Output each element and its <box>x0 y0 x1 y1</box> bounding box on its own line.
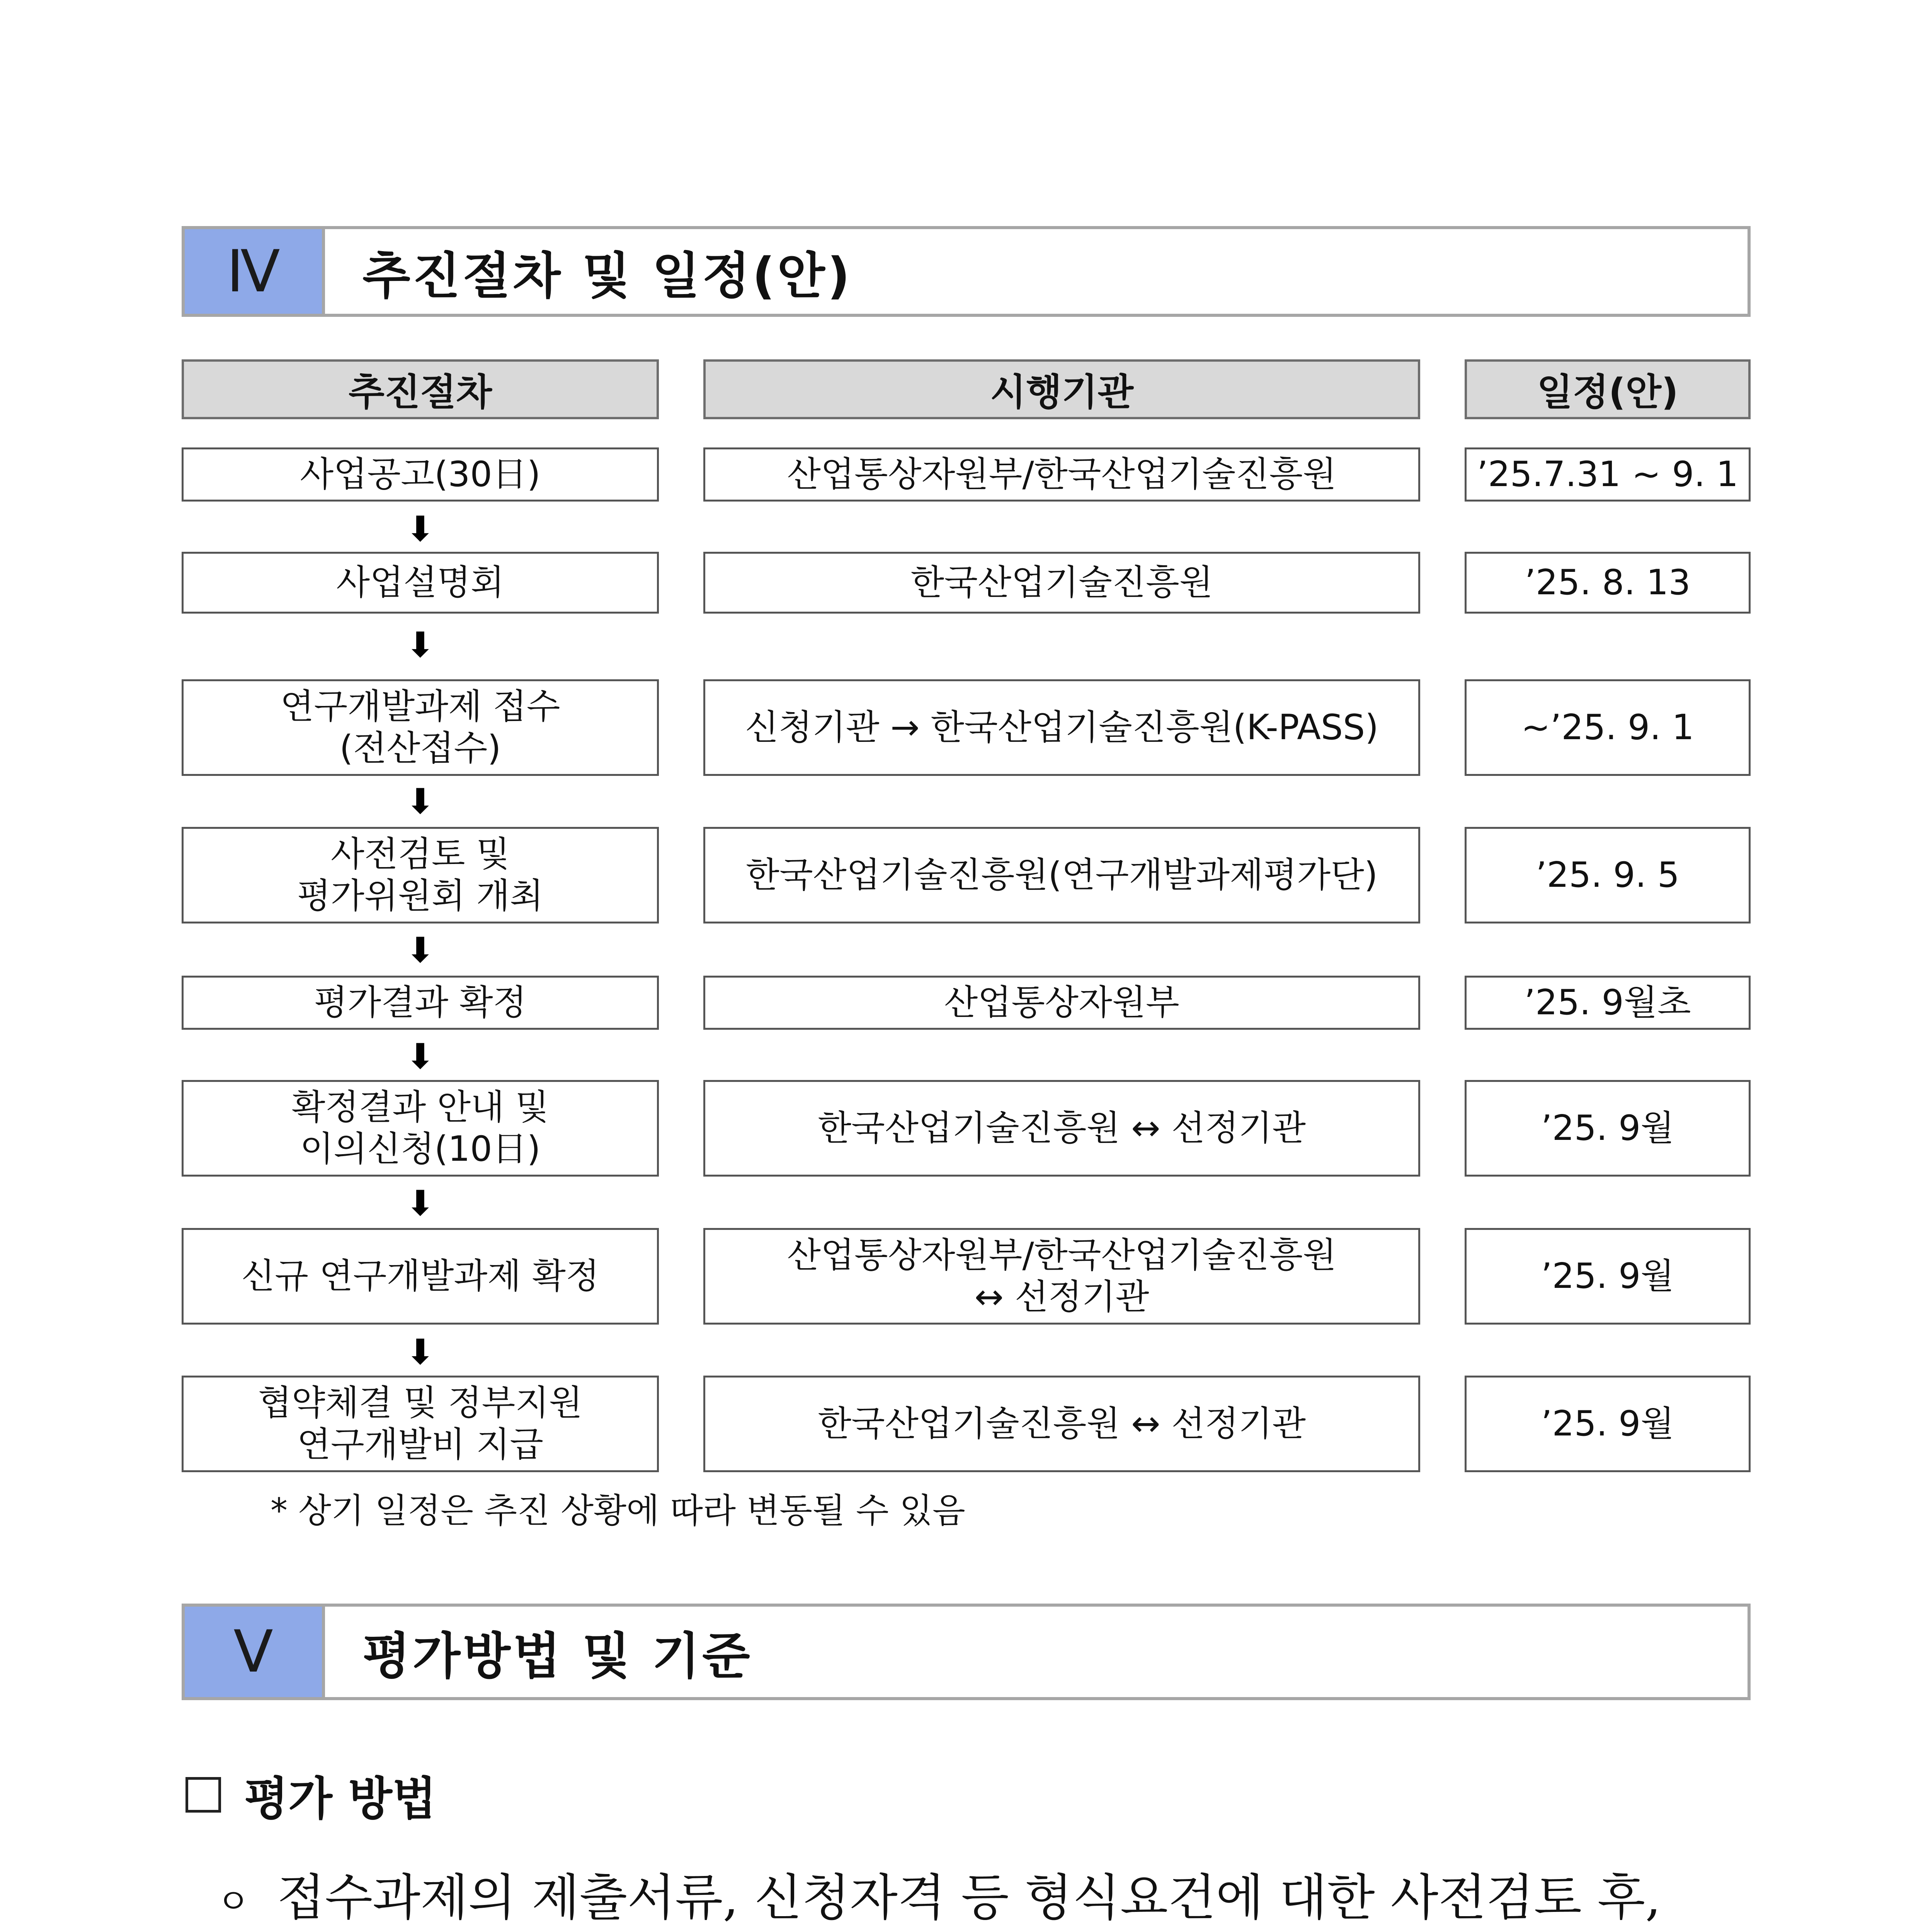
down-arrow-icon: ⬇ <box>405 1183 435 1224</box>
bullet-1-text: 접수과제의 제출서류, 신청자격 등 형식요건에 대한 사전검토 후, <box>277 1869 1661 1927</box>
schedule-cell <box>1465 1376 1751 1472</box>
step-cell-line: 신규 연구개발과제 확정 <box>241 1256 599 1296</box>
evaluation-method-label: 평가 방법 <box>244 1772 437 1825</box>
schedule-cell-line: ’25. 9월 <box>1541 1108 1674 1148</box>
schedule-note: * 상기 일정은 추진 상황에 따라 변동될 수 있음 <box>271 1491 965 1531</box>
schedule-cell-line: ’25. 8. 13 <box>1525 562 1691 603</box>
step-cell-line: 사전검토 및 <box>330 834 510 874</box>
schedule-cell-line: ’25. 9월 <box>1541 1403 1674 1444</box>
step-cell-line: 평가결과 확정 <box>314 982 527 1023</box>
agency-cell <box>703 1228 1420 1325</box>
step-cell <box>182 1080 659 1177</box>
down-arrow-icon: ⬇ <box>405 509 435 549</box>
schedule-cell <box>1465 976 1751 1030</box>
section-4-header <box>182 226 1751 317</box>
schedule-cell <box>1465 1080 1751 1177</box>
section-5-number: Ⅴ <box>185 1607 325 1697</box>
down-arrow-icon: ⬇ <box>405 625 435 665</box>
step-cell-line: 연구개발과제 접수 <box>280 686 560 727</box>
agency-cell <box>703 679 1420 776</box>
step-cell <box>182 1228 659 1325</box>
agency-cell-line: 한국산업기술진흥원 ↔ 선정기관 <box>818 1108 1306 1148</box>
step-cell-line: 사업설명회 <box>336 562 504 603</box>
section-5-header <box>182 1604 1751 1700</box>
agency-cell-line: 한국산업기술진흥원 <box>910 562 1213 603</box>
schedule-cell <box>1465 827 1751 923</box>
step-cell <box>182 679 659 776</box>
down-arrow-icon: ⬇ <box>405 1332 435 1372</box>
agency-cell-line: 산업통상자원부/한국산업기술진흥원 <box>787 1235 1337 1276</box>
agency-cell-line: 신청기관 → 한국산업기술진흥원(K-PASS) <box>745 707 1379 748</box>
bullet-1 <box>216 1859 1762 1932</box>
agency-cell-line: ↔ 선정기관 <box>974 1277 1149 1317</box>
schedule-cell <box>1465 679 1751 776</box>
section-4-title: 추진절차 및 일정(안) <box>362 247 853 305</box>
step-cell-line: (전산접수) <box>339 728 501 769</box>
evaluation-method-heading <box>185 1762 958 1828</box>
agency-cell <box>703 1080 1420 1177</box>
step-cell <box>182 976 659 1030</box>
down-arrow-icon: ⬇ <box>405 1036 435 1077</box>
down-arrow-icon: ⬇ <box>405 930 435 971</box>
agency-cell-line: 한국산업기술진흥원(연구개발과제평가단) <box>745 855 1378 895</box>
agency-cell <box>703 1376 1420 1472</box>
down-arrow-icon: ⬇ <box>405 781 435 822</box>
agency-cell-line: 한국산업기술진흥원 ↔ 선정기관 <box>818 1403 1306 1444</box>
schedule-cell <box>1465 552 1751 614</box>
agency-cell-line: 산업통상자원부 <box>944 982 1179 1023</box>
bullet-1-line-1 <box>216 1859 1762 1932</box>
agency-cell <box>703 976 1420 1030</box>
checkbox-square-icon <box>185 1777 221 1813</box>
col-header-step: 추진절차 <box>182 359 659 419</box>
step-cell-line: 이의신청(10日) <box>300 1129 541 1169</box>
step-cell-line: 연구개발비 지급 <box>297 1424 544 1465</box>
schedule-cell <box>1465 447 1751 502</box>
agency-cell-line: 산업통상자원부/한국산업기술진흥원 <box>787 454 1337 495</box>
step-cell <box>182 1376 659 1472</box>
col-header-agency: 시행기관 <box>703 359 1420 419</box>
schedule-cell-line: ’25. 9월초 <box>1524 982 1691 1023</box>
agency-cell <box>703 552 1420 614</box>
step-cell-line: 협약체결 및 정부지원 <box>258 1383 583 1423</box>
schedule-cell-line: ’25. 9. 5 <box>1535 855 1680 895</box>
step-cell-line: 확정결과 안내 및 <box>291 1087 549 1128</box>
col-header-schedule: 일정(안) <box>1465 359 1751 419</box>
step-cell-line: 평가위원회 개최 <box>297 876 544 916</box>
step-cell <box>182 552 659 614</box>
step-cell <box>182 827 659 923</box>
section-4-number: Ⅳ <box>185 229 325 314</box>
schedule-cell <box>1465 1228 1751 1325</box>
schedule-cell-line: ~’25. 9. 1 <box>1521 707 1694 748</box>
schedule-cell-line: ’25. 9월 <box>1541 1256 1674 1296</box>
bullet-mark: ㅇ <box>216 1881 250 1922</box>
step-cell-line: 사업공고(30日) <box>300 454 541 495</box>
step-cell <box>182 447 659 502</box>
agency-cell <box>703 447 1420 502</box>
agency-cell <box>703 827 1420 923</box>
schedule-cell-line: ’25.7.31 ~ 9. 1 <box>1477 454 1739 495</box>
section-5-title: 평가방법 및 기준 <box>362 1628 752 1685</box>
